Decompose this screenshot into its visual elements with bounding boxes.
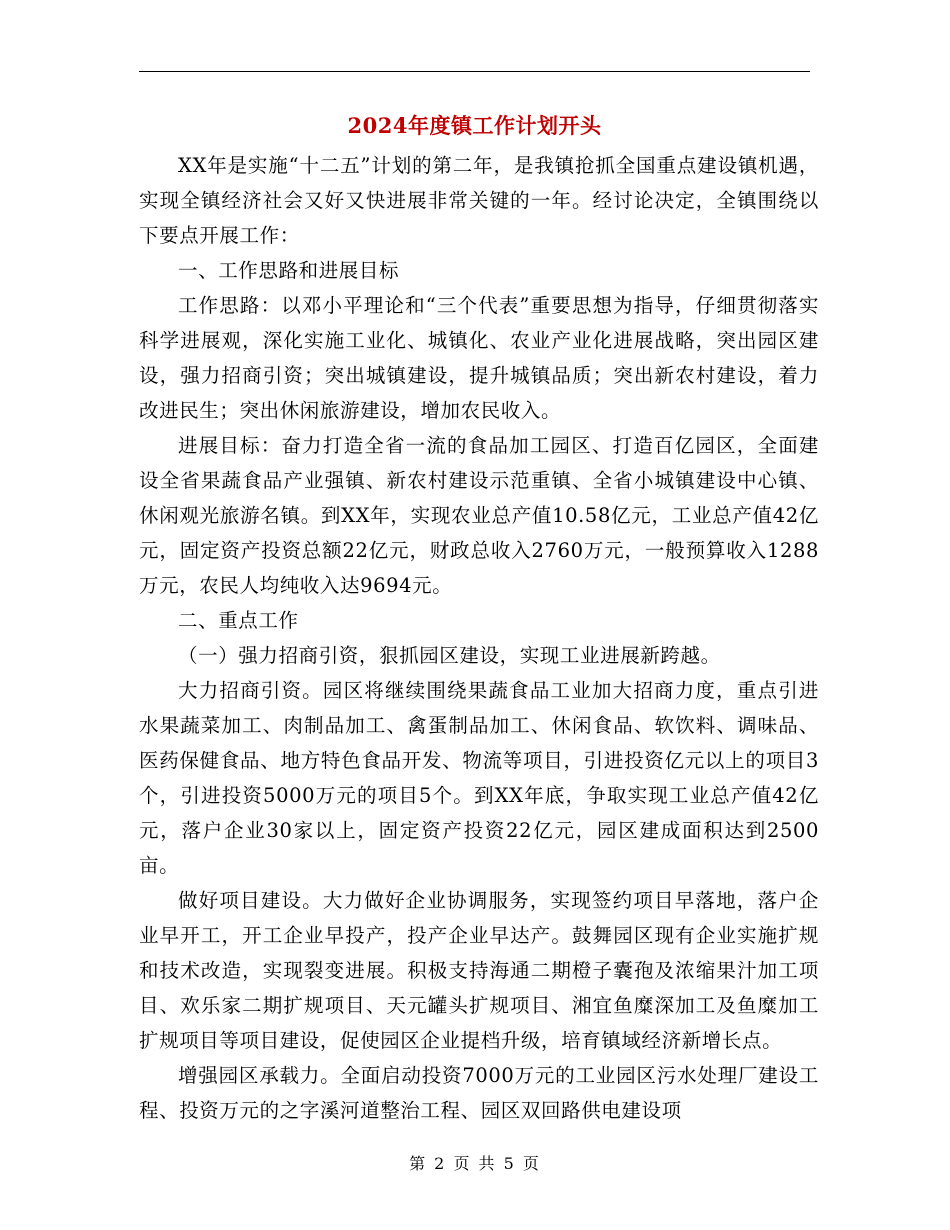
document-body	[139, 148, 819, 1128]
paragraph-capacity: 增强园区承载力。全面启动投资7000万元的工业园区污水处理厂建设工程、投资万元的之字溪河道整治工程、园区双回路供电建设项	[139, 1064, 819, 1122]
paragraph-projects: 做好项目建设。大力做好企业协调服务，实现签约项目早落地，落户企业早开工，开工企业早投产，投产企业早达产。鼓舞园区现有企业实施扩规和技术改造，实现裂变进展。积极支持海通二期橙子囊孢及浓缩果汁加工项目、欢乐家二期扩规项目、天元罐头扩规项目、湘宜鱼糜深加工及鱼糜加工扩规项目等项目建设，促使园区企业提档升级，培育镇域经济新增长点。	[139, 889, 819, 1052]
paragraph-work-ideas: 工作思路：以邓小平理论和“三个代表”重要思想为指导，仔细贯彻落实科学进展观，深化实施工业化、城镇化、农业产业化进展战略，突出园区建设，强力招商引资；突出城镇建设，提升城镇品质；突出新农村建设，着力改进民生；突出休闲旅游建设，增加农民收入。	[139, 294, 819, 422]
paragraph-goals: 进展目标：奋力打造全省一流的食品加工园区、打造百亿园区，全面建设全省果蔬食品产业强镇、新农村建设示范重镇、全省小城镇建设中心镇、休闲观光旅游名镇。到XX年，实现农业总产值10.58亿元，工业总产值42亿元，固定资产投资总额22亿元，财政总收入2760万元，一般预算收入1288万元，农民人均纯收入达9694元。	[139, 434, 819, 597]
paragraph-investment: 大力招商引资。园区将继续围绕果蔬食品工业加大招商力度，重点引进水果蔬菜加工、肉制品加工、禽蛋制品加工、休闲食品、软饮料、调味品、医药保健食品、地方特色食品开发、物流等项目，引进投资亿元以上的项目3个，引进投资5000万元的项目5个。到XX年底，争取实现工业总产值42亿元，落户企业30家以上，固定资产投资22亿元，园区建成面积达到2500亩。	[139, 679, 819, 877]
page-number: 第 2 页 共 5 页	[409, 1154, 541, 1173]
subheading-item-1: （一）强力招商引资，狠抓园区建设，实现工业进展新跨越。	[178, 644, 721, 667]
heading-section-1: 一、工作思路和进展目标	[178, 259, 400, 282]
header-rule	[139, 71, 810, 72]
document-title: 2024年度镇工作计划开头	[347, 113, 602, 138]
paragraph-intro: XX年是实施“十二五”计划的第二年，是我镇抢抓全国重点建设镇机遇，实现全镇经济社会又好又快进展非常关键的一年。经讨论决定，全镇围绕以下要点开展工作：	[139, 154, 819, 247]
heading-section-2: 二、重点工作	[178, 609, 299, 632]
